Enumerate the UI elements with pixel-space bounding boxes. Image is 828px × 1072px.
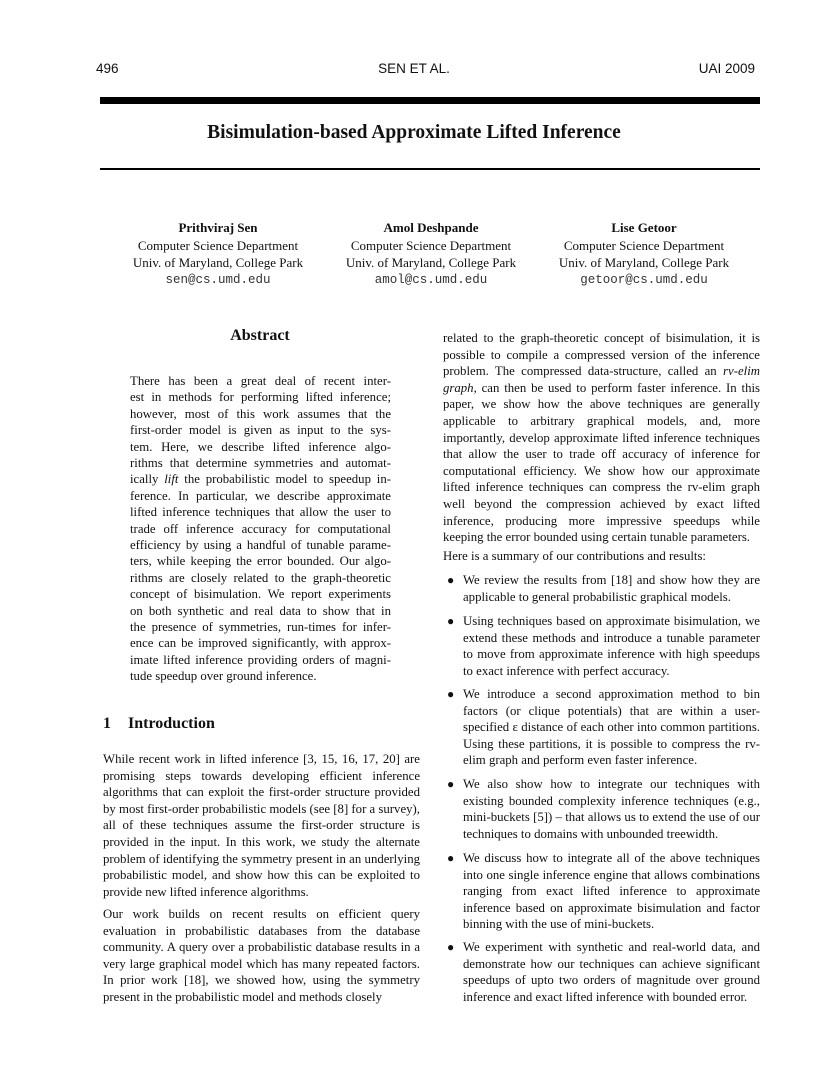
author-block — [534, 219, 754, 289]
bullet-icon: ● — [447, 614, 455, 628]
author-email: sen@cs.umd.edu — [165, 272, 271, 287]
intro-paragraph-2: Our work builds on recent results on efficient query evaluation in probabilistic databases from the database community. A query over a probabilistic database results in a very large graphical model which has many repeated factors. In prior work [18], we showed how, using the symmetry present in the probabilistic model and methods closely — [103, 907, 420, 1004]
author-name: Lise Getoor — [611, 220, 677, 235]
venue: UAI 2009 — [698, 61, 755, 76]
paragraph-text: , can then be used to perform faster inference. In this paper, we show how the above techniques are generally applicable to arbitrary graphical models, and, more importantly, develop approximate lifted inference techniques that allow the user to trade off accuracy of inference for computational efficiency. We show how our approximate lifted inference techniques can compress the rv-elim graph well beyond the compression achieved by exact lifted inference, producing more impressive speedups while keeping the error bounded using certain tunable parameters. — [443, 380, 760, 545]
abstract-line: the presence of symmetries, run-times for infer- — [130, 620, 391, 634]
author-block — [321, 219, 541, 289]
running-title: SEN ET AL. — [378, 61, 450, 76]
paper-title: Bisimulation-based Approximate Lifted Inference — [207, 122, 621, 143]
section-number: 1 — [103, 715, 111, 732]
abstract-line: lifted inference techniques that allow the user to — [130, 505, 391, 520]
contribution-bullet — [447, 613, 760, 679]
abstract-line: trade off inference accuracy for computational — [130, 521, 391, 536]
emphasis-term: rv-elim graph — [443, 364, 760, 395]
author-name: Amol Deshpande — [383, 220, 479, 235]
author-affiliation: Univ. of Maryland, College Park — [558, 255, 730, 270]
section-title: Introduction — [128, 715, 215, 732]
author-affiliation: Univ. of Maryland, College Park — [345, 255, 517, 270]
bullet-text: We introduce a second approximation method to bin factors (or clique potentials) that are within a user-specified ε distance of each other into common partitions. Using these partitions, it is possible to compress the rv-elim graph and perform even faster inference. — [463, 687, 760, 768]
emphasis-term: lift — [164, 472, 179, 487]
bullet-text: We discuss how to integrate all of the above techniques into one single inference engine that allows combinations ranging from exact lifted inference to approximate inference based on approximate bisimulation and factor binning with the use of mini-buckets. — [463, 851, 760, 932]
abstract-line: ence can be improved significantly, with approx- — [130, 636, 391, 651]
abstract-line: rithms that determine symmetries and automat- — [130, 456, 391, 470]
author-email: getoor@cs.umd.edu — [580, 272, 708, 287]
author-dept: Computer Science Department — [350, 237, 512, 253]
author-name: Prithviraj Sen — [178, 220, 258, 235]
bullet-icon: ● — [447, 687, 455, 701]
abstract-line: tem. Here, we describe lifted inference algo- — [130, 439, 391, 454]
abstract-line: on both synthetic and real data to show that in — [130, 603, 391, 618]
abstract-line: est in methods for performing lifted inference; — [130, 390, 391, 405]
section-heading-introduction — [103, 715, 215, 733]
title-rule-bottom — [100, 168, 760, 170]
author-dept: Computer Science Department — [137, 237, 299, 253]
contribution-bullet — [447, 776, 760, 842]
bullet-icon: ● — [447, 777, 455, 791]
contribution-bullet — [447, 686, 760, 769]
bullet-text: Using techniques based on approximate bisimulation, we extend these methods and introduce a tunable parameter to move from approximate inference with high speedups to exact inference with perfect accuracy. — [463, 614, 760, 678]
abstract-line: ference. In particular, we describe approximate — [130, 488, 391, 503]
intro-paragraph-1: While recent work in lifted inference [3, 15, 16, 17, 20] are promising steps towards developing efficient inference algorithms that can exploit the first-order structure provided by most first-order probabilistic models (see [8] for a survey), all of these techniques assume the first-order structure is provided in the input. In this work, we study the alternate problem of identifying the symmetry present in an underlying probabilistic model, and show how this can be exploited to provide new lifted inference algorithms. — [103, 752, 420, 899]
abstract-line: concept of bisimulation. We report experiments — [130, 587, 391, 602]
contribution-bullet — [447, 939, 760, 1005]
title-rule-top — [100, 97, 760, 104]
abstract-line: imate lifted inference providing orders of magni- — [130, 652, 391, 667]
abstract-heading: Abstract — [230, 327, 290, 344]
abstract-line: ters, while keeping the error bounded. Our algo- — [130, 554, 391, 569]
abstract-line: however, most of this work assumes that the — [130, 406, 391, 421]
contributions-intro: Here is a summary of our contributions and results: — [443, 549, 706, 563]
intro-paragraph-3 — [443, 330, 760, 546]
bullet-text: We experiment with synthetic and real-world data, and demonstrate how our techniques can achieve significant speedups of upto two orders of magnitude over ground inference and exact lifted inference with bounded error. — [463, 940, 760, 1004]
author-dept: Computer Science Department — [563, 237, 725, 253]
paragraph-text: related to the graph-theoretic concept of bisimulation, it is possible to compile a compressed version of the inference problem. The compressed data-structure, called an — [443, 331, 760, 379]
bullet-icon: ● — [447, 851, 455, 865]
bullet-text: We review the results from [18] and show how they are applicable to general probabilistic graphical models. — [463, 573, 760, 604]
abstract-line: rithms are closely related to the graph-theoretic — [130, 570, 391, 585]
contribution-bullet — [447, 850, 760, 933]
page-number: 496 — [96, 61, 119, 76]
abstract-line: ically lift the probabilistic model to speedup in- — [130, 472, 392, 487]
author-block — [108, 219, 328, 289]
bullet-icon: ● — [447, 573, 455, 587]
abstract-line: efficiency by using a handful of tunable parame- — [130, 538, 391, 552]
bullet-text: We also show how to integrate our techniques with existing bounded complexity inference techniques (e.g., mini-buckets [5]) – that allows us to extend the use of our techniques to domains with unbounded treewidth. — [463, 777, 760, 841]
abstract-line: There has been a great deal of recent inter- — [130, 374, 391, 388]
contribution-bullet — [447, 572, 760, 605]
author-email: amol@cs.umd.edu — [374, 272, 488, 287]
bullet-icon: ● — [447, 940, 455, 954]
abstract-line: first-order model is given as input to the sys- — [130, 423, 391, 438]
author-affiliation: Univ. of Maryland, College Park — [132, 255, 304, 270]
abstract-line: tude speedup over ground inference. — [130, 669, 317, 684]
